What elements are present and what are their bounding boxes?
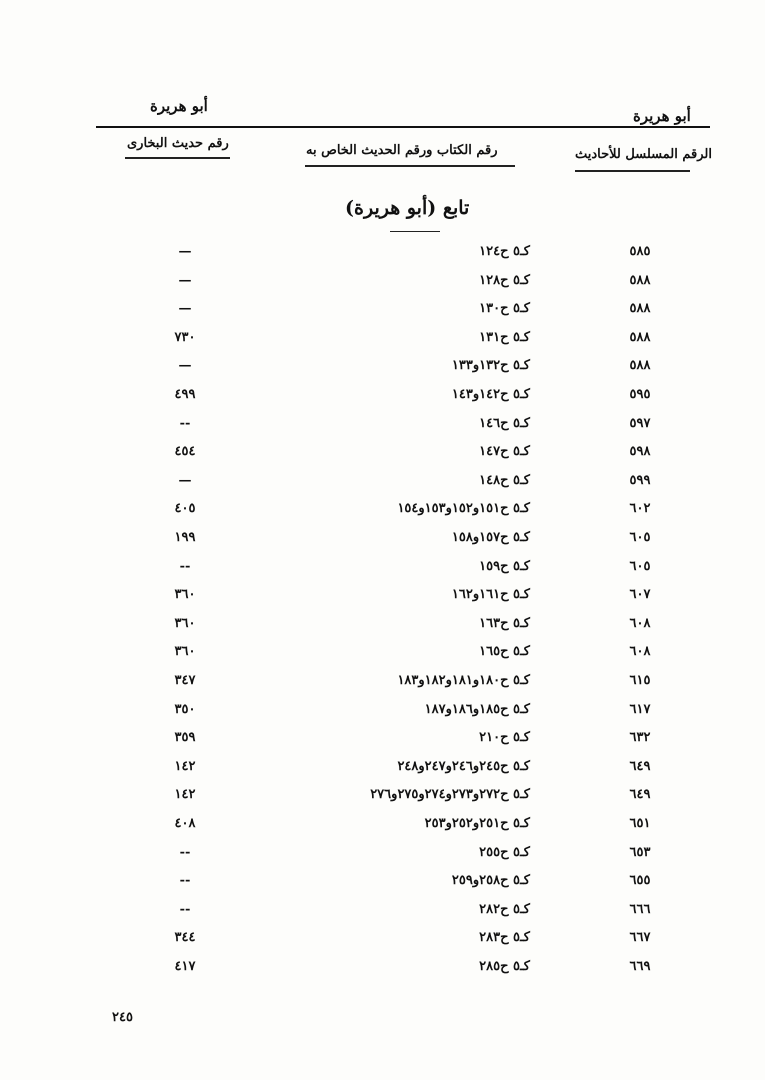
column-header-bukhari: رقم حديث البخارى: [127, 136, 229, 151]
table-row: [0, 416, 765, 444]
bukhari-number: —: [178, 358, 192, 374]
book-hadith-ref: كـ٥ ح١٦٥: [479, 644, 530, 660]
serial-number: ٦٣٢: [629, 730, 651, 746]
table-row: [0, 616, 765, 644]
column-rule-bukhari: [125, 157, 230, 159]
table-row: [0, 873, 765, 901]
table-row: [0, 587, 765, 615]
book-hadith-ref: كـ٥ ح١٥١و١٥٢و١٥٣و١٥٤: [397, 501, 530, 517]
book-hadith-ref: كـ٥ ح١٢٤: [479, 244, 530, 259]
serial-number: ٦١٥: [629, 673, 651, 688]
bukhari-number: ٤٠٥: [174, 501, 196, 517]
bukhari-number: ٤٠٨: [174, 816, 196, 831]
bukhari-number: —: [178, 472, 192, 488]
header-left-title: أبو هريرة: [150, 97, 208, 115]
bukhari-number: ٤١٧: [174, 959, 196, 974]
book-hadith-ref: كـ٥ ح٢٥١و٢٥٢و٢٥٣: [424, 816, 530, 831]
bukhari-number: ٣٦٠: [174, 615, 196, 631]
bukhari-number: ٤٥٤: [174, 444, 196, 460]
book-hadith-ref: كـ٥ ح١٤٢و١٤٣: [451, 387, 530, 402]
table-row: [0, 330, 765, 358]
bukhari-number: ٧٣٠: [174, 329, 196, 345]
bukhari-number: ١٩٩: [174, 530, 196, 545]
book-hadith-ref: كـ٥ ح١٣٢و١٣٣: [451, 358, 530, 374]
book-hadith-ref: كـ٥ ح١٦٣: [479, 615, 530, 631]
bukhari-number: ٣٦٠: [174, 587, 196, 603]
header-right-title: أبو هريرة: [633, 107, 691, 125]
serial-number: ٦٠٥: [629, 558, 651, 574]
serial-number: ٦٤٩: [629, 758, 651, 774]
table-row: [0, 702, 765, 730]
book-hadith-ref: كـ٥ ح٢٧٢و٢٧٣و٢٧٤و٢٧٥و٢٧٦: [370, 787, 530, 803]
serial-number: ٦٦٦: [629, 901, 651, 917]
book-hadith-ref: كـ٥ ح١٦١و١٦٢: [451, 587, 530, 603]
bukhari-number: ٣٤٤: [174, 930, 196, 946]
serial-number: ٦٠٨: [629, 644, 651, 660]
table-row: [0, 845, 765, 873]
table-row: [0, 787, 765, 815]
book-hadith-ref: كـ٥ ح٢١٠: [479, 730, 530, 746]
bukhari-number: —: [178, 301, 192, 317]
serial-number: ٥٩٧: [629, 415, 651, 431]
section-title: (أبو هريرة) تابع: [345, 197, 470, 219]
book-hadith-ref: كـ٥ ح٢٨٥: [479, 959, 530, 974]
serial-number: ٥٨٨: [629, 329, 651, 345]
table-row: [0, 358, 765, 386]
serial-number: ٥٩٨: [629, 444, 651, 460]
book-hadith-ref: كـ٥ ح٢٤٥و٢٤٦و٢٤٧و٢٤٨: [397, 758, 530, 774]
book-hadith-ref: كـ٥ ح١٤٦: [479, 415, 530, 431]
table-row: [0, 244, 765, 272]
serial-number: ٦٥٣: [629, 844, 651, 860]
book-hadith-ref: كـ٥ ح١٤٧: [479, 444, 530, 460]
serial-number: ٦٥١: [629, 816, 651, 831]
bukhari-number: --: [179, 901, 191, 917]
bukhari-number: --: [179, 873, 191, 889]
table-row: [0, 759, 765, 787]
bukhari-number: ٣٥٩: [174, 730, 196, 746]
column-rule-serial: [575, 170, 690, 172]
bukhari-number: --: [179, 844, 191, 860]
bukhari-number: --: [179, 415, 191, 431]
table-row: [0, 530, 765, 558]
serial-number: ٥٨٨: [629, 301, 651, 317]
serial-number: ٦٠٧: [629, 587, 651, 603]
bukhari-number: ٣٥٠: [174, 701, 196, 717]
serial-number: ٦٠٨: [629, 615, 651, 631]
book-hadith-ref: كـ٥ ح١٨٥و١٨٦و١٨٧: [424, 701, 530, 717]
header-rule: [96, 126, 710, 128]
serial-number: ٥٨٥: [629, 244, 651, 259]
table-row: [0, 816, 765, 844]
bukhari-number: ١٤٢: [174, 758, 196, 774]
book-hadith-ref: كـ٥ ح٢٨٢: [479, 901, 530, 917]
book-hadith-ref: كـ٥ ح١٥٧و١٥٨: [451, 530, 530, 545]
serial-number: ٥٩٩: [629, 472, 651, 488]
book-hadith-ref: كـ٥ ح٢٨٣: [479, 930, 530, 946]
serial-number: ٦٠٥: [629, 530, 651, 545]
book-hadith-ref: كـ٥ ح١٢٨: [479, 272, 530, 288]
table-row: [0, 673, 765, 701]
table-row: [0, 301, 765, 329]
serial-number: ٥٨٨: [629, 272, 651, 288]
table-row: [0, 273, 765, 301]
table-row: [0, 473, 765, 501]
serial-number: ٦٤٩: [629, 787, 651, 803]
column-header-serial: الرقم المسلسل للأحاديث: [575, 147, 712, 162]
serial-number: ٦١٧: [629, 701, 651, 717]
serial-number: ٦٦٧: [629, 930, 651, 946]
bukhari-number: —: [178, 244, 192, 259]
table-row: [0, 959, 765, 987]
bukhari-number: ٣٤٧: [174, 673, 196, 688]
bukhari-number: ٤٩٩: [174, 387, 196, 402]
table-row: [0, 930, 765, 958]
book-hadith-ref: كـ٥ ح١٣١: [479, 329, 530, 345]
book-hadith-ref: كـ٥ ح١٨٠و١٨١و١٨٢و١٨٣: [397, 673, 530, 688]
table-row: [0, 387, 765, 415]
bukhari-number: —: [178, 272, 192, 288]
serial-number: ٦٠٢: [629, 501, 651, 517]
column-rule-book-hadith: [305, 165, 515, 167]
serial-number: ٦٦٩: [629, 959, 651, 974]
bukhari-number: ١٤٢: [174, 787, 196, 803]
book-hadith-ref: كـ٥ ح١٤٨: [479, 472, 530, 488]
table-row: [0, 559, 765, 587]
table-row: [0, 444, 765, 472]
table-row: [0, 730, 765, 758]
section-rule: [390, 231, 440, 232]
table-row: [0, 501, 765, 529]
book-hadith-ref: كـ٥ ح١٥٩: [479, 558, 530, 574]
serial-number: ٥٩٥: [629, 387, 651, 402]
table-row: [0, 644, 765, 672]
serial-number: ٥٨٨: [629, 358, 651, 374]
serial-number: ٦٥٥: [629, 873, 651, 889]
column-header-book-hadith: رقم الكتاب ورقم الحديث الخاص به: [306, 143, 498, 158]
book-hadith-ref: كـ٥ ح٢٥٥: [479, 844, 530, 860]
table-row: [0, 902, 765, 930]
bukhari-number: ٣٦٠: [174, 644, 196, 660]
page-number: ٢٤٥: [112, 1010, 133, 1025]
bukhari-number: --: [179, 558, 191, 574]
book-hadith-ref: كـ٥ ح٢٥٨و٢٥٩: [451, 873, 530, 889]
book-hadith-ref: كـ٥ ح١٣٠: [479, 301, 530, 317]
